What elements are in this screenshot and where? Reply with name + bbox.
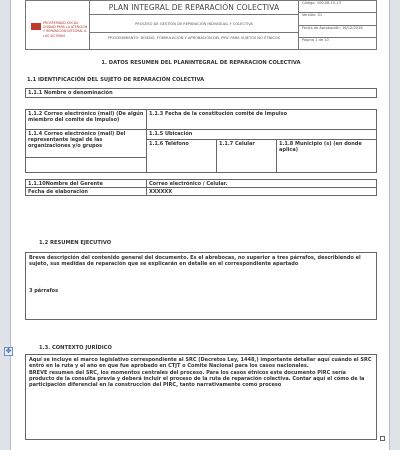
section-1-1-title: 1.1 IDENTIFICACIÓN DEL SUJETO DE REPARACIÓN COLECTIVA bbox=[27, 77, 205, 83]
section-1-2-title: 1.2 RESUMEN EJECUTIVO bbox=[39, 240, 112, 246]
table-move-icon[interactable]: ✥ bbox=[5, 347, 12, 355]
institution-logo bbox=[31, 23, 41, 30]
document-code: Código: 100.08.15-13 bbox=[299, 1, 377, 13]
executive-summary-note: 3 párrafos bbox=[29, 287, 59, 294]
executive-summary-text: Breve descripción del contenido general del documento. Es el abrebocas, no superior a tres párrafos, describiendo el sujeto, sus medidas de reparación que se explicarán en detalle en el correspondiente apartado bbox=[29, 255, 361, 268]
process-name: PROCESO DE GESTIÓN DE REPARACIÓN INDIVIDUAL Y COLECTIVA bbox=[90, 15, 298, 33]
location-field[interactable]: 1.1.5 Ubicación bbox=[146, 129, 377, 140]
municipality-field[interactable]: 1.1.8 Municipio (s) (en donde aplica) bbox=[276, 139, 377, 173]
document-title: PLAN INTEGRAL DE REPARACIÓN COLECTIVA bbox=[90, 1, 298, 15]
creation-date-label: Fecha de elaboración bbox=[25, 187, 147, 196]
page-number: Página 1 de 10 bbox=[302, 37, 329, 42]
name-field[interactable]: 1.1.1 Nombre o denominación bbox=[25, 88, 377, 98]
phone-field[interactable]: 1.1.6 Teléfono bbox=[146, 139, 217, 173]
manager-name-label: 1.1.10Nombre del Gerente bbox=[25, 179, 147, 188]
manager-contact-field[interactable]: Correo electrónico / Celular. bbox=[146, 179, 377, 188]
creation-date-value[interactable]: XXXXXX bbox=[146, 187, 377, 196]
table-resize-handle[interactable] bbox=[380, 436, 385, 441]
identification-table bbox=[25, 88, 377, 261]
document-page bbox=[10, 0, 390, 450]
committee-email-field[interactable]: 1.1.2 Correo electrónico (mail) (De algún miembro del comité de Impulso) bbox=[25, 109, 147, 130]
logo-text: PROSPERIDAD SOCIAL · UNIDAD PARA LA ATENCIÓN Y REPARACIÓN INTEGRAL A LAS VÍCTIMAS bbox=[43, 21, 88, 38]
executive-summary-box[interactable] bbox=[25, 252, 377, 320]
section-1-title: 1. DATOS RESUMEN DEL PLANINTEGRAL DE REPARACION COLECTIVA bbox=[101, 60, 301, 66]
procedure-name: PROCEDIMIENTO: DISEÑO, FORMULACIÓN Y APROBACIÓN DEL PIRC PARA SUJETOS NO ÉTNICOS bbox=[108, 36, 280, 40]
section-1-3-title: 1.3. CONTEXTO JURÍDICO bbox=[39, 345, 112, 351]
legal-context-paragraph-1: Aquí se incluye el marco legislativo correspondiente al SRC (Decretos Ley, 1448,) importante detallar aquí cuándo el SRC entró en la ruta y el año en que fue aprobado en CTJT o Comité Nacional para los casos nacionales. bbox=[29, 357, 372, 370]
document-version: Versión: 01 bbox=[299, 13, 377, 25]
document-header bbox=[25, 0, 377, 50]
representative-email-field[interactable]: 1.1.4 Correo electrónico (mail) Del representante legal de las organizaciones y/o grupos bbox=[25, 129, 147, 158]
legal-context-paragraph-2: BREVE resumen del SRC, los momentos centrales del proceso. Para los casos étnicos este documento PIRC sería producto de la consulta previa y deberá incluir el proceso de la ruta de reparación colectiva. Contar aquí el cómo de la participación diferencial en la construcción del PIRC, tanto narrativamente como proceso bbox=[29, 369, 365, 389]
mobile-field[interactable]: 1.1.7 Celular bbox=[216, 139, 277, 173]
approval-date: Fecha de Aprobación: 16/12/2016 bbox=[299, 26, 377, 38]
logo-cell bbox=[26, 1, 90, 50]
legal-context-box[interactable] bbox=[25, 354, 377, 440]
committee-date-field[interactable]: 1.1.3 Fecha de la constitución comité de Impulso bbox=[146, 109, 377, 130]
document-meta bbox=[298, 1, 377, 50]
representative-empty-cell bbox=[25, 157, 147, 173]
